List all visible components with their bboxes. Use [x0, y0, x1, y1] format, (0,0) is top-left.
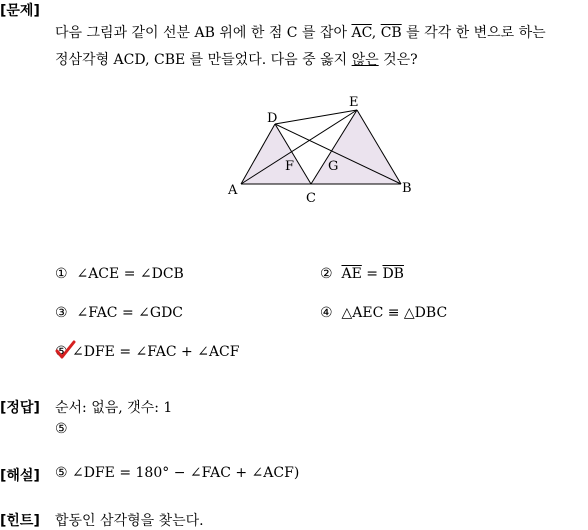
question-text-2a: 정삼각형 ACD, CBE 를 만들었다. 다음 중 옳지	[55, 52, 352, 68]
point-label-d: D	[267, 111, 278, 126]
question-label: [문제]	[0, 3, 40, 19]
question-text-1c: 를 각각 한 변으로 하는	[401, 25, 546, 41]
point-label-e: E	[349, 95, 359, 110]
hint-text: 합동인 삼각형을 찾는다.	[55, 513, 204, 529]
segment-ac: $\overline{AC}$	[351, 25, 372, 41]
line-de	[275, 110, 357, 124]
point-label-f: F	[285, 159, 295, 174]
point-label-b: B	[402, 181, 412, 196]
explanation-text: ⑤ ∠DFE = 180° − ∠FAC + ∠ACF)	[55, 465, 300, 481]
segment-db: $\overline{DB}$	[382, 266, 404, 282]
choice-4[interactable]	[320, 305, 447, 321]
choice-3-number: ③	[55, 305, 68, 321]
question-text-1a: 다음 그림과 같이 선분 AB 위에 한 점 C 를 잡아	[55, 25, 352, 41]
question-line-1	[55, 22, 546, 42]
choice-5-text: ∠DFE = ∠FAC + ∠ACF	[72, 344, 240, 360]
choice-2-number: ②	[320, 266, 333, 282]
choice-5-number: ⑤	[55, 344, 68, 360]
explanation-label: [해설]	[0, 468, 40, 484]
point-label-g: G	[328, 159, 339, 174]
question-line-2	[55, 49, 418, 69]
choice-1-text: ∠ACE = ∠DCB	[76, 266, 184, 282]
check-mark-icon	[54, 340, 76, 360]
point-label-a: A	[228, 183, 238, 198]
answer-label: [정답]	[0, 400, 40, 416]
point-label-c: C	[306, 191, 316, 206]
choice-4-text: △AEC ≡ △DBC	[341, 305, 448, 321]
choice-1-number: ①	[55, 266, 68, 282]
triangle-acd	[241, 124, 311, 184]
question-text-2b: 것은?	[378, 52, 418, 68]
choice-5[interactable]	[55, 344, 239, 360]
hint-label: [힌트]	[0, 513, 40, 529]
triangle-cbe	[311, 110, 401, 184]
choice-4-number: ④	[320, 305, 333, 321]
answer-line-1: 순서: 없음, 갯수: 1	[55, 400, 173, 416]
segment-cb: $\overline{CB}$	[380, 25, 402, 41]
choice-3[interactable]	[55, 305, 183, 321]
answer-line-2: ⑤	[55, 421, 68, 437]
triangle-figure	[225, 90, 425, 210]
segment-ae: $\overline{AE}$	[341, 266, 362, 282]
choice-2[interactable]	[320, 266, 404, 282]
choice-3-text: ∠FAC = ∠GDC	[76, 305, 183, 321]
choice-1[interactable]	[55, 266, 184, 282]
question-text-1b: ,	[371, 25, 381, 41]
underlined-word: 않은	[351, 52, 379, 68]
choice-2-eq: =	[361, 266, 383, 282]
